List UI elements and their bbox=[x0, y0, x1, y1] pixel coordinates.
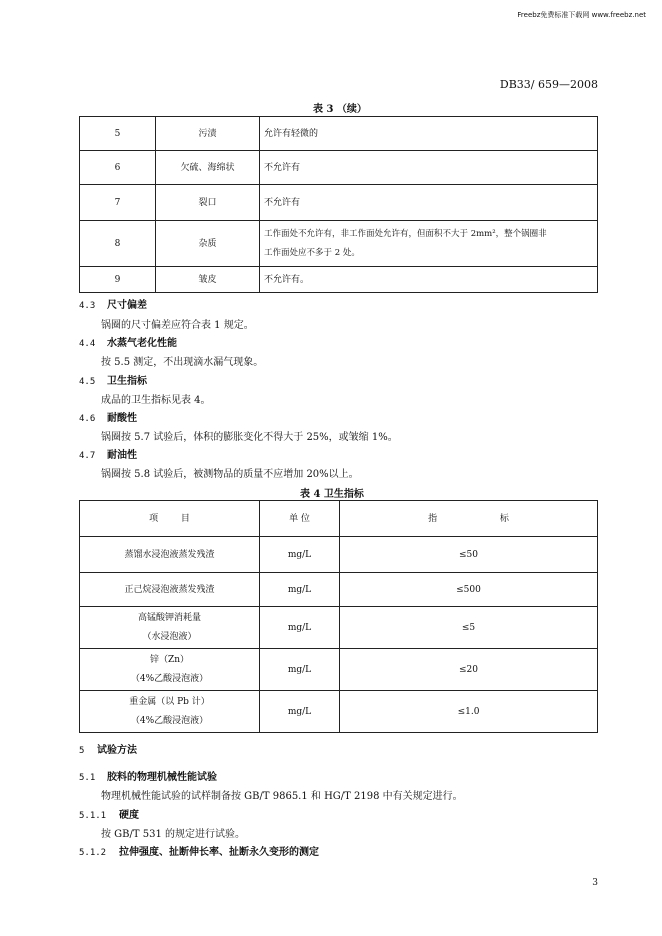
row-item bbox=[80, 691, 260, 733]
row-item: 欠硫、海绵状 bbox=[156, 151, 260, 185]
row-requirement bbox=[260, 221, 598, 267]
section-5-heading: 5 试验方法 bbox=[79, 745, 137, 756]
row-item: 正己烷浸泡液蒸发残渣 bbox=[80, 573, 260, 607]
table-row bbox=[80, 649, 598, 691]
row-number: 6 bbox=[80, 151, 156, 185]
row-requirement: 不允许有 bbox=[260, 151, 598, 185]
table-row bbox=[80, 691, 598, 733]
row-value: ≤50 bbox=[340, 537, 598, 573]
header-index: 指 标 bbox=[340, 501, 598, 537]
row-value: ≤5 bbox=[340, 607, 598, 649]
table4 bbox=[79, 500, 598, 733]
table4-caption: 表 4 卫生指标 bbox=[300, 489, 364, 500]
table-row bbox=[80, 117, 598, 151]
table3-caption: 表 3 （续） bbox=[313, 104, 367, 115]
row-requirement: 不允许有。 bbox=[260, 267, 598, 293]
row-number: 9 bbox=[80, 267, 156, 293]
row-item: 皱皮 bbox=[156, 267, 260, 293]
section-5-1-heading: 5.1 胶料的物理机械性能试验 bbox=[79, 772, 217, 783]
table-row bbox=[80, 537, 598, 573]
watermark-text: Freebz免费标准下载网 www.freebz.net bbox=[517, 11, 646, 19]
table3 bbox=[79, 116, 598, 293]
row-item-line-2: （4%乙酸浸泡液） bbox=[130, 715, 209, 726]
row-requirement: 不允许有 bbox=[260, 185, 598, 221]
section-5-1-1-heading: 5.1.1 硬度 bbox=[79, 810, 139, 821]
row-value: ≤1.0 bbox=[340, 691, 598, 733]
row-unit: mg/L bbox=[260, 649, 340, 691]
row-item: 杂质 bbox=[156, 221, 260, 267]
table-header-row bbox=[80, 501, 598, 537]
row-value: ≤20 bbox=[340, 649, 598, 691]
header-unit: 单 位 bbox=[260, 501, 340, 537]
table-row bbox=[80, 185, 598, 221]
section-4-5-heading: 4.5 卫生指标 bbox=[79, 376, 147, 387]
table-row bbox=[80, 151, 598, 185]
table-row bbox=[80, 607, 598, 649]
row-unit: mg/L bbox=[260, 691, 340, 733]
row-item-line-1: 高锰酸钾消耗量 bbox=[137, 612, 201, 623]
document-id: DB33/ 659—2008 bbox=[499, 78, 598, 91]
section-5-1-text: 物理机械性能试验的试样制备按 GB/T 9865.1 和 HG/T 2198 中有关规定进行。 bbox=[101, 791, 463, 802]
row-item bbox=[80, 649, 260, 691]
row-item: 裂口 bbox=[156, 185, 260, 221]
table-row bbox=[80, 573, 598, 607]
section-4-6-heading: 4.6 耐酸性 bbox=[79, 413, 137, 424]
section-4-4-text: 按 5.5 测定，不出现滴水漏气现象。 bbox=[101, 357, 264, 368]
row-unit: mg/L bbox=[260, 537, 340, 573]
table-row bbox=[80, 221, 598, 267]
row-item-line-1: 锌（Zn） bbox=[149, 654, 190, 665]
row-number: 7 bbox=[80, 185, 156, 221]
row-unit: mg/L bbox=[260, 573, 340, 607]
table-row bbox=[80, 267, 598, 293]
row-requirement: 允许有轻微的 bbox=[260, 117, 598, 151]
row-number: 5 bbox=[80, 117, 156, 151]
row-number: 8 bbox=[80, 221, 156, 267]
row-item-line-2: （4%乙酸浸泡液） bbox=[130, 673, 209, 684]
section-4-3-text: 锅圈的尺寸偏差应符合表 1 规定。 bbox=[101, 320, 254, 331]
section-4-4-heading: 4.4 水蒸气老化性能 bbox=[79, 338, 177, 349]
page-number: 3 bbox=[592, 878, 598, 888]
section-4-7-heading: 4.7 耐油性 bbox=[79, 450, 137, 461]
header-item: 项 目 bbox=[80, 501, 260, 537]
requirement-line-1: 工作面处不允许有，非工作面处允许有，但面积不大于 2mm²，整个锅圈非 bbox=[264, 228, 547, 239]
row-item: 污渍 bbox=[156, 117, 260, 151]
row-item: 蒸馏水浸泡液蒸发残渣 bbox=[80, 537, 260, 573]
section-5-1-1-text: 按 GB/T 531 的规定进行试验。 bbox=[101, 829, 245, 840]
section-5-1-2-heading: 5.1.2 拉伸强度、扯断伸长率、扯断永久变形的测定 bbox=[79, 847, 319, 858]
row-unit: mg/L bbox=[260, 607, 340, 649]
row-item-line-1: 重金属（以 Pb 计） bbox=[129, 696, 210, 707]
row-item bbox=[80, 607, 260, 649]
section-4-5-text: 成品的卫生指标见表 4。 bbox=[101, 395, 211, 406]
section-4-6-text: 锅圈按 5.7 试验后，体积的膨胀变化不得大于 25%，或皱缩 1%。 bbox=[101, 432, 398, 443]
section-4-3-heading: 4.3 尺寸偏差 bbox=[79, 300, 147, 311]
requirement-line-2: 工作面处应不多于 2 处。 bbox=[264, 247, 360, 258]
row-item-line-2: （水浸泡液） bbox=[142, 631, 197, 642]
section-4-7-text: 锅圈按 5.8 试验后，被测物品的质量不应增加 20%以上。 bbox=[101, 469, 359, 480]
row-value: ≤500 bbox=[340, 573, 598, 607]
